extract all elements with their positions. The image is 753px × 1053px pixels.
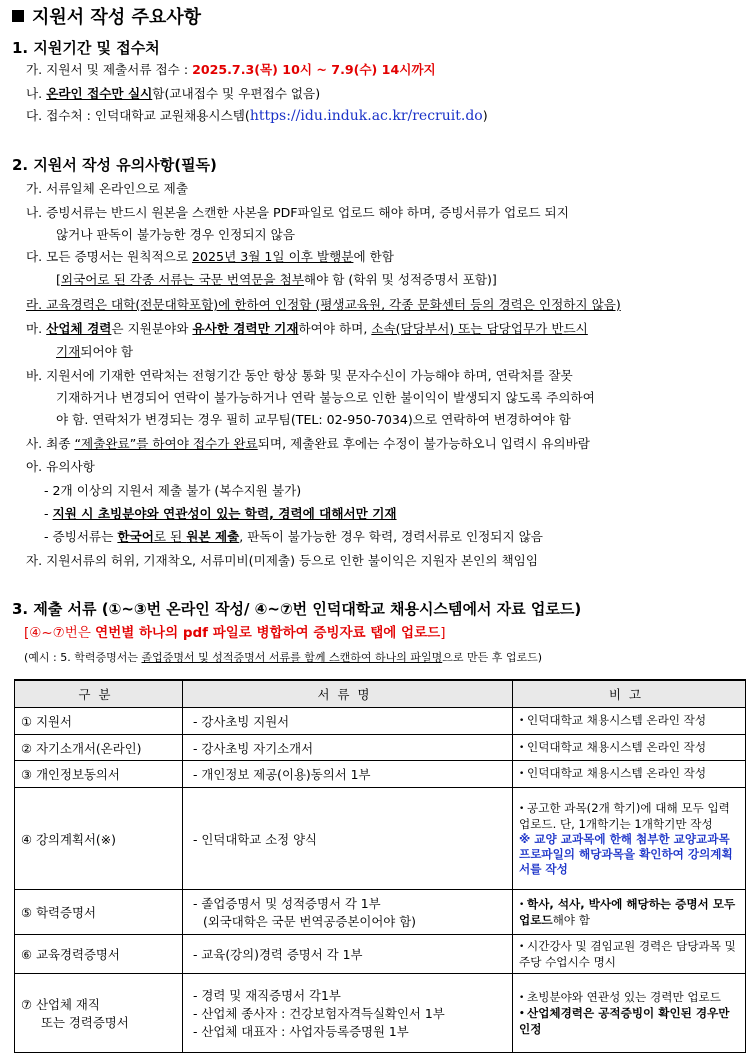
relevant-only-rule: 지원 시 초빙분야와 연관성이 있는 학력, 경력에 대해서만 기재 [52,506,397,521]
remark-line [519,1006,739,1037]
issue-date-rule: 2025년 3월 1일 이후 발행분 [192,249,354,264]
s2-a3-a: - 증빙서류는 [44,529,118,544]
bullet-icon: • [519,899,525,910]
s2-ba-line1: 바. 지원서에 기재한 연락처는 전형기간 동안 항상 통화 및 문자수신이 가능해야 하며, 연락처를 잘못 [26,368,573,383]
bullet-icon: • [519,1008,525,1019]
table-header-row [15,680,746,708]
s2-a-heading: 아. 유의사항 [26,459,95,474]
page-title-text: 지원서 작성 주요사항 [32,7,202,28]
table-row [15,735,746,761]
s2-ma2-a: 기재 [56,344,81,359]
bullet-icon: • [519,941,525,952]
doc-line: - 산업체 종사자 : 건강보험자격득실확인서 1부 [193,1006,445,1021]
row-document: - 강사초빙 지원서 [183,708,513,735]
s2-da2-a: [ [56,272,61,287]
row-category [15,974,183,1053]
row-name: 지원서 [36,714,72,729]
s2-a2-dash: - [44,506,53,521]
doc-line: (외국대학은 국문 번역공증본이어야 함) [203,914,416,929]
s3-ex-b: 졸업증명서 및 성적증명서 서류를 함께 스캔하여 하나의 파일명 [141,651,443,664]
row-category [15,735,183,761]
s2-ma2-b: 되어야 함 [80,344,134,359]
s3-ex-a: (예시 : 5. 학력증명서는 [24,651,142,664]
row-name: 산업체 재직 [36,997,100,1012]
row-number: ② [21,740,33,756]
row-document: - 강사초빙 자기소개서 [183,735,513,761]
row-remarks [513,890,746,935]
row-name: 학력증명서 [36,905,96,920]
s2-sa-a: 사. 최종 [26,436,75,451]
s3-red-c: ] [440,625,446,641]
s3-ex-c: 으로 만든 후 업로드) [442,651,543,664]
s2-ga: 가. 서류일체 온라인으로 제출 [26,181,188,196]
remark-text: 해야 함 [552,912,590,927]
s2-da-c: 에 한함 [353,249,394,264]
section-3-heading: 3. 제출 서류 (①~③번 온라인 작성/ ④~⑦번 인덕대학교 채용시스템에서 자료 업로드) [12,600,582,618]
row-remarks [513,788,746,890]
bullet-icon: • [519,803,525,814]
row-number: ① [21,714,33,729]
row-name: 교육경력증명서 [36,947,120,962]
s2-ma-e: 하여야 하며, [298,321,372,336]
row-category [15,788,183,890]
row-category [15,935,183,974]
remark-line [519,990,739,1006]
doc-line: - 산업체 대표자 : 사업자등록증명원 1부 [193,1024,409,1039]
row-remarks [513,761,746,788]
row-name: 자기소개서(온라인) [36,740,142,756]
s2-ma-a: 마. [26,321,47,336]
table-row [15,935,746,974]
s2-a3-e: , 판독이 불가능한 경우 학력, 경력서류로 인정되지 않음 [239,529,543,544]
remark-text: 산업체경력은 공적증빙이 확인된 경우만 인정 [519,1005,730,1036]
department-required: 소속(담당부서) 또는 담당업무가 반드시 [371,321,588,336]
remark-line-blue: ※ 교양 교과목에 한해 첨부한 교양교과목 프로파일의 해당과목을 확인하여 강의계획서를 작성 [519,831,733,876]
row-remarks [513,935,746,974]
s2-na-line1: 나. 증빙서류는 반드시 원본을 스캔한 사본을 PDF파일로 업로드 해야 하며, 증빙서류가 업로드 되지 [26,205,569,220]
remark-text-bold: 학사, 석사, 박사에 해당하는 증명서 모두 업로드 [519,896,736,927]
row-remarks [513,974,746,1053]
s2-a3-c: 로 된 [153,529,187,544]
col-header-remarks: 비고 [513,680,746,708]
s2-da-a: 다. 모든 증명서는 원칙적으로 [26,249,193,264]
s2-a-item1: - 2개 이상의 지원서 제출 불가 (복수지원 불가) [44,483,302,498]
row-document: - 인덕대학교 소정 양식 [183,788,513,890]
s1-item-c [26,108,488,124]
s2-ja: 자. 지원서류의 허위, 기재착오, 서류미비(미제출) 등으로 인한 불이익은 지원자 본인의 책임임 [26,553,538,568]
industry-career: 산업체 경력 [46,321,112,336]
table-row [15,788,746,890]
row-document: - 교육(강의)경력 증명서 각 1부 [183,935,513,974]
row-number: ⑦ [21,997,33,1012]
translation-rule: 외국어로 된 각종 서류는 국문 번역문을 첨부 [60,272,304,287]
remark-text: 시간강사 및 겸임교원 경력은 담당과목 및 주당 수업시수 명시 [519,938,736,969]
col-header-document: 서류명 [183,680,513,708]
table-row [15,974,746,1053]
s1-b-label: 나. [26,86,47,101]
remark-text: 인덕대학교 채용시스템 온라인 작성 [527,739,707,754]
bullet-icon: • [519,769,525,779]
row-remarks [513,735,746,761]
s2-na-line2: 않거나 판독이 불가능한 경우 인정되지 않음 [56,227,295,242]
s2-ma-line1 [26,321,588,337]
documents-table [14,679,746,1053]
merge-pdf-rule: 연번별 하나의 pdf 파일로 병합하여 증빙자료 탭에 업로드 [95,625,441,641]
s1-c-close: ) [482,108,488,123]
remark-text: 초빙분야와 연관성 있는 경력만 업로드 [527,989,721,1004]
row-category [15,708,183,735]
s3-red-note [24,625,445,641]
col-header-category: 구분 [15,680,183,708]
table-row [15,708,746,735]
s1-c-label: 다. 접수처 : 인덕대학교 교원채용시스템( [26,108,250,123]
row-number: ③ [21,767,33,782]
s2-ma-line2 [56,344,133,360]
s2-ba-line2: 기재하거나 변경되어 연락이 불가능하거나 연락 불능으로 인한 불이익이 발생되지 않도록 주의하여 [56,390,595,405]
original-submission: 원본 제출 [186,529,240,544]
bullet-icon: • [519,992,525,1003]
row-number: ⑤ [21,905,33,920]
s2-a-item2 [44,506,397,522]
s1-item-b [26,86,320,102]
doc-line: - 경력 및 재직증명서 각1부 [193,988,341,1003]
application-period: 2025.7.3(목) 10시 ~ 7.9(수) 14시까지 [192,62,436,77]
similar-career-only: 유사한 경력만 기재 [192,321,299,336]
s2-ma-c: 은 지원분야와 [111,321,193,336]
row-name-line2: 또는 경력증명서 [41,1015,129,1030]
table-row [15,890,746,935]
section-2-heading: 2. 지원서 작성 유의사항(필독) [12,156,217,174]
bullet-icon: • [519,716,525,726]
doc-line: - 졸업증명서 및 성적증명서 각 1부 [193,896,381,911]
s2-da2-c: 해야 함 (학위 및 성적증명서 포함)] [303,272,497,287]
s2-ba-line3: 야 함. 연락처가 변경되는 경우 필히 교무팀(TEL: 02-950-7034)으로 연락하여 변경하여야 함 [56,412,571,427]
remark-text: 인덕대학교 채용시스템 온라인 작성 [527,766,707,780]
row-number: ⑥ [21,947,33,962]
row-number: ④ [21,831,33,847]
remark-text: 인덕대학교 채용시스템 온라인 작성 [527,713,707,727]
s2-da-line1 [26,249,394,265]
s2-a-item3 [44,529,543,545]
table-row [15,761,746,788]
s1-item-a [26,62,436,78]
remark-line [519,801,739,832]
korean: 한국어 [117,529,154,544]
row-document: - 개인정보 제공(이용)동의서 1부 [183,761,513,788]
s2-ra: 라. 교육경력은 대학(전문대학포함)에 한하여 인정함 (평생교육원, 각종 문화센터 등의 경력은 인정하지 않음) [26,297,621,312]
row-name: 강의계획서(※) [36,831,116,847]
online-only: 온라인 접수만 실시 [46,86,153,101]
s1-a-label: 가. 지원서 및 제출서류 접수 : [26,62,193,77]
remark-text: 공고한 과목(2개 학기)에 대해 모두 입력 업로드. 단, 1개학기는 1개학기만 작성 [519,800,730,831]
row-document [183,890,513,935]
s3-red-a: [④~⑦번은 [24,625,96,641]
section-1-heading: 1. 지원기간 및 접수처 [12,39,160,57]
row-document [183,974,513,1053]
bullet-icon: • [519,742,525,753]
s2-sa-c: 되며, 제출완료 후에는 수정이 불가능하오니 입력시 유의바람 [257,436,590,451]
recruit-link[interactable]: https://idu.induk.ac.kr/recruit.do [249,108,483,124]
page-title [12,3,201,29]
s2-sa [26,436,590,452]
submit-complete-rule: “제출완료”를 하여야 접수가 완료 [74,436,258,451]
s2-da-line2 [56,272,497,288]
row-remarks [513,708,746,735]
s3-example [24,650,542,666]
square-bullet-icon [12,10,24,22]
row-category [15,890,183,935]
row-category [15,761,183,788]
row-name: 개인정보동의서 [36,767,120,782]
s1-b-rest: 함(교내접수 및 우편접수 없음) [152,86,321,101]
